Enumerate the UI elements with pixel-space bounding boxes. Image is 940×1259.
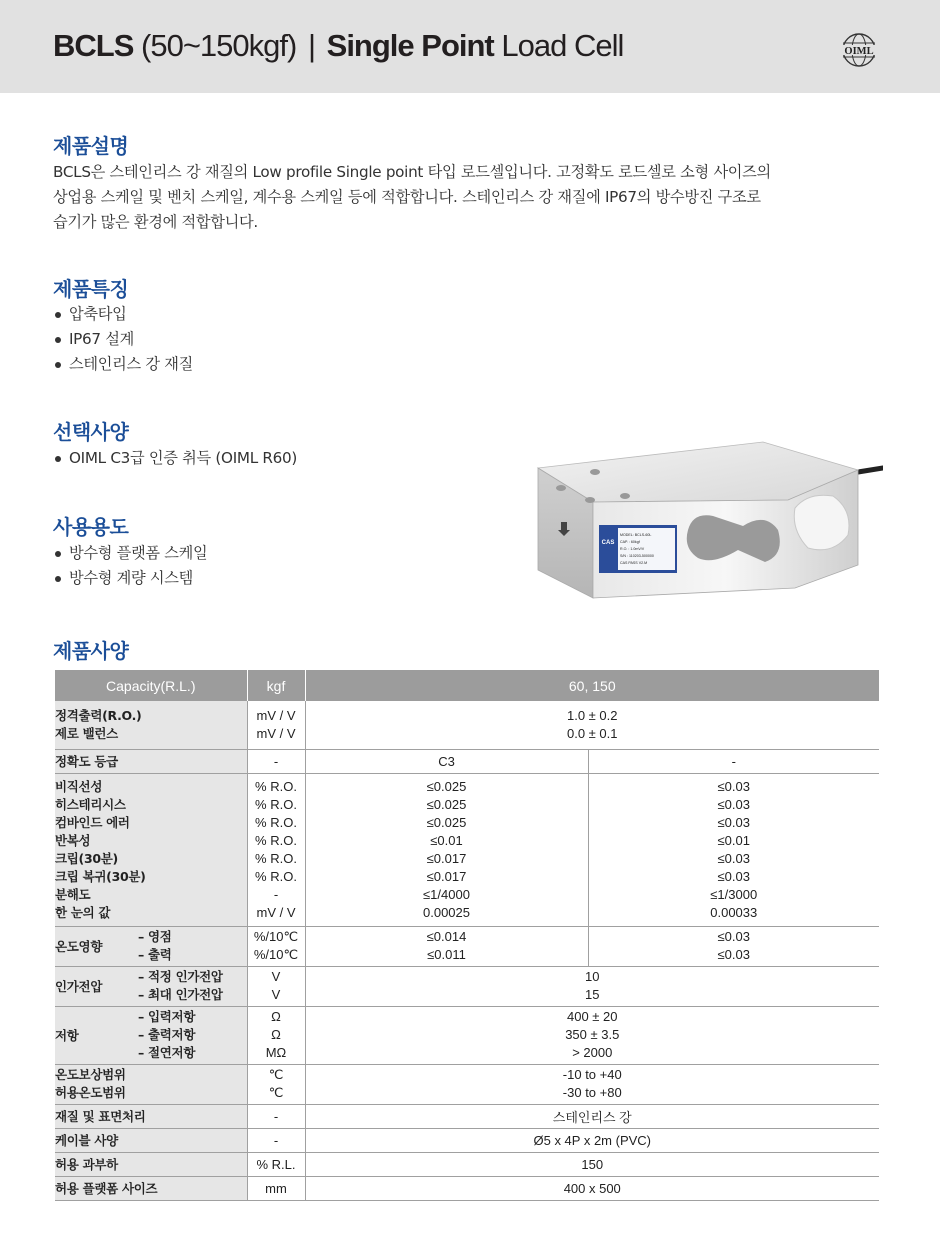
row-value: 0.0 ± 0.1 [566,725,618,741]
row-label: 허용 과부하 [55,1152,247,1176]
row-value-c3: ≤0.025 [426,814,467,830]
table-row [55,1128,879,1152]
row-sublabel: – 입력저항 [138,1009,196,1024]
row-unit: - [273,886,279,902]
oiml-logo-icon [839,31,879,69]
description-line: 습기가 많은 환경에 적합합니다. [53,213,258,231]
row-value: 1.0 ± 0.2 [566,707,618,723]
row-value-c3: ≤0.017 [426,850,467,866]
description-heading: 제품설명 [53,134,129,158]
row-label: 크립 복귀(30분) [55,868,146,884]
row-label: 저항 [55,1006,138,1064]
capacity-value-header: 60, 150 [305,670,879,701]
row-value-other: 0.00033 [710,904,758,920]
row-unit: ℃ [268,1085,284,1100]
table-row [55,773,879,926]
title-model: BCLS [53,28,134,63]
row-value: > 2000 [572,1045,613,1060]
row-value-c3: ≤0.01 [430,832,463,848]
usage-heading: 사용용도 [53,515,129,539]
list-item: 방수형 플랫폼 스케일 [53,541,207,566]
usage-list [53,541,207,591]
table-row [55,1064,879,1104]
row-value-c3: 0.00025 [423,904,470,920]
row-unit: % R.O. [255,832,297,848]
row-unit: %/10℃ [253,929,299,944]
row-sublabel: – 출력 [138,947,172,962]
row-label: 분해도 [55,886,91,902]
table-row [55,966,879,1006]
row-sublabel: – 적정 인가전압 [138,969,223,984]
row-label: 정확도 등급 [55,749,247,773]
svg-text:CAS: CAS [601,540,615,546]
row-value-c3: C3 [305,749,588,773]
row-label: 허용온도범위 [55,1085,126,1100]
row-unit: mV / V [256,725,296,741]
row-value-other: ≤0.03 [717,778,750,794]
capacity-header: Capacity(R.L.) [55,670,247,701]
row-label: 케이블 사양 [55,1128,247,1152]
title-range: (50~150kgf) [141,28,297,63]
row-unit: % R.O. [255,850,297,866]
row-value-other: ≤0.03 [717,850,750,866]
row-unit: V [271,969,281,984]
row-unit: mm [247,1176,305,1200]
description-line: BCLS은 스테인리스 강 재질의 Low profile Single point 타입 로드셀입니다. 고정확도 로드셀로 소형 사이즈의 [53,163,771,181]
row-label: 한 눈의 값 [55,904,111,920]
row-unit: % R.L. [247,1152,305,1176]
spec-table [55,670,879,1201]
list-item: OIML C3급 인증 취득 (OIML R60) [53,446,297,471]
row-value-other: ≤1/3000 [710,886,758,902]
page-header [0,0,940,93]
description-text [53,160,843,235]
title-separator: | [307,28,316,63]
row-unit: V [271,987,281,1002]
table-row [55,1176,879,1200]
row-label: 히스테리시스 [55,796,126,812]
row-sublabel: – 최대 인가전압 [138,987,223,1002]
svg-text:OIML: OIML [844,46,874,57]
svg-text:CAP. : 60kgf: CAP. : 60kgf [620,540,640,544]
row-value-other: ≤0.03 [717,796,750,812]
table-row [55,1152,879,1176]
row-sublabel: – 출력저항 [138,1027,196,1042]
row-value-other: ≤0.03 [717,929,750,944]
row-value: 400 x 500 [305,1176,879,1200]
description-line: 상업용 스케일 및 벤치 스케일, 계수용 스케일 등에 적합합니다. 스테인리스 강 재질에 IP67의 방수방진 구조로 [53,188,761,206]
row-unit: Ω [271,1027,281,1042]
row-unit: % R.O. [255,868,297,884]
row-unit: % R.O. [255,796,297,812]
row-value-other: ≤0.03 [717,947,750,962]
row-value: -10 to +40 [562,1067,622,1082]
row-sublabel: – 절연저항 [138,1045,196,1060]
list-item: IP67 설계 [53,327,193,352]
row-label: 제로 밸런스 [55,725,118,741]
row-label: 크립(30분) [55,850,118,866]
row-value: -30 to +80 [562,1085,622,1100]
table-row [55,701,879,749]
table-row [55,1006,879,1064]
row-value-other: ≤0.01 [717,832,750,848]
row-unit: % R.O. [255,814,297,830]
row-unit: Ω [271,1009,281,1024]
row-value-other: - [588,749,879,773]
row-value-c3: ≤0.017 [426,868,467,884]
row-label: 재질 및 표면처리 [55,1104,247,1128]
row-unit: - [247,1104,305,1128]
row-value-other: ≤0.03 [717,868,750,884]
row-sublabel: – 영점 [138,929,172,944]
row-label: 온도보상범위 [55,1067,126,1082]
list-item: 방수형 계량 시스템 [53,566,207,591]
row-label: 비직선성 [55,778,103,794]
page-title [53,28,623,64]
row-label: 온도영향 [55,926,138,966]
svg-text:MODEL: BCLS-60L: MODEL: BCLS-60L [620,533,652,537]
row-value: 150 [305,1152,879,1176]
row-unit: ℃ [268,1067,284,1082]
row-label: 허용 플랫폼 사이즈 [55,1176,247,1200]
row-label: 컴바인드 에러 [55,814,130,830]
row-label: 인가전압 [55,966,138,1006]
row-value-c3: ≤0.025 [426,796,467,812]
row-value: Ø5 x 4P x 2m (PVC) [305,1128,879,1152]
row-label: 정격출력(R.O.) [55,707,142,723]
row-value: 400 ± 20 [566,1009,618,1024]
title-type: Single Point [326,28,494,63]
row-unit: MΩ [265,1045,287,1060]
unit-header: kgf [247,670,305,701]
options-list [53,446,297,471]
row-value-c3: ≤0.011 [427,947,466,962]
row-value-c3: ≤0.025 [426,778,467,794]
row-value-c3: ≤0.014 [426,929,467,944]
table-row [55,749,879,773]
options-heading: 선택사양 [53,420,129,444]
table-header-row [55,670,879,701]
svg-text:R.O. : 1.0mV/V: R.O. : 1.0mV/V [620,547,645,551]
features-heading: 제품특징 [53,277,129,301]
table-row [55,1104,879,1128]
row-value: 15 [585,987,600,1002]
list-item: 스테인리스 강 재질 [53,352,193,377]
row-unit: mV / V [256,707,296,723]
svg-text:CAS PASS V2.M: CAS PASS V2.M [620,561,648,565]
row-value: 10 [585,969,600,984]
row-unit: mV / V [256,904,296,920]
row-unit: % R.O. [255,778,297,794]
list-item: 압축타입 [53,302,193,327]
row-value: 스테인리스 강 [305,1104,879,1128]
title-product: Load Cell [501,28,624,63]
features-list [53,302,193,377]
spec-heading: 제품사양 [53,639,129,663]
row-unit: - [247,749,305,773]
load-cell-product-image [533,430,883,600]
row-label: 반복성 [55,832,91,848]
row-unit: - [247,1128,305,1152]
row-value: 350 ± 3.5 [565,1027,620,1042]
row-unit: %/10℃ [253,947,299,962]
row-value-c3: ≤1/4000 [423,886,470,902]
table-row [55,926,879,966]
svg-text:S/N : 110203-500000: S/N : 110203-500000 [620,554,654,558]
row-value-other: ≤0.03 [717,814,750,830]
